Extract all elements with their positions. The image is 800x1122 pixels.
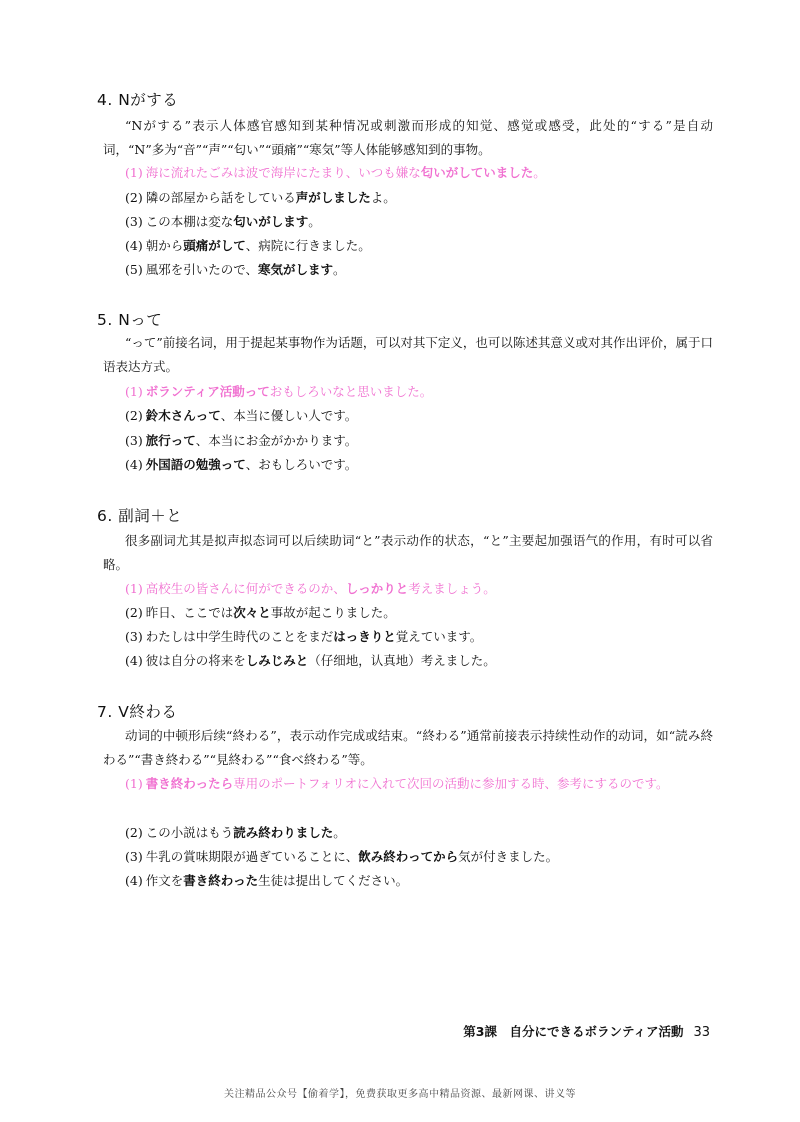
sentence-text: 。 (533, 165, 546, 180)
chapter-title: 第3課 自分にできるボランティア活動 (463, 1024, 684, 1039)
grammar-highlight: しっかりと (345, 581, 409, 596)
sentence-text: 、本当にお金がかかります。 (195, 433, 358, 448)
grammar-highlight: ボランティア活動って (145, 384, 270, 399)
example-sentence (125, 453, 715, 477)
sentence-text: 考えましょう。 (408, 581, 496, 596)
example-number: (2) (125, 605, 143, 620)
sentence-text: おもしろいなと思いました。 (269, 384, 433, 399)
sentence-text: 。 (308, 214, 321, 229)
example-number: (4) (125, 873, 143, 888)
sentence-text: 、おもしろいです。 (245, 457, 358, 472)
sentence-text: 。 (333, 825, 346, 840)
sentence-text: 牛乳の賞味期限が過ぎていることに、 (145, 849, 359, 864)
sentence-text: 、病院に行きました。 (245, 238, 371, 253)
example-number: (3) (125, 629, 143, 644)
sentence-text: この本棚は変な (145, 214, 234, 229)
example-number: (2) (125, 190, 143, 205)
grammar-highlight: 匂いがします (233, 214, 309, 229)
sentence-text: 、本当に優しい人です。 (220, 408, 358, 423)
grammar-highlight: 頭痛がして (183, 238, 246, 253)
grammar-highlight: 匂いがしていました (420, 165, 534, 180)
sentence-text: 風邪を引いたので、 (145, 262, 258, 277)
example-sentence (125, 186, 715, 210)
example-number: (3) (125, 214, 143, 229)
example-number: (1) (125, 776, 143, 791)
example-sentence (125, 210, 715, 234)
example-sentence (125, 845, 715, 869)
example-number: (1) (125, 384, 143, 399)
sentence-text: （仔细地，认真地）考えました。 (308, 653, 496, 668)
section-description: “って”前接名词，用于提起某事物作为话题，可以对其下定义，也可以陈述其意义或对其作出评价，属于口语表达方式。 (103, 335, 713, 374)
promo-note: 关注精品公众号【偷着学】，免费获取更多高中精品资源、最新网课、讲义等 (224, 1089, 576, 1100)
sentence-text: わたしは中学生時代のことをまだ (145, 629, 334, 644)
section-heading: 7. V終わる (97, 703, 178, 721)
grammar-highlight: 声がしました (295, 190, 371, 205)
example-number: (4) (125, 238, 143, 253)
sentence-text: よ。 (370, 190, 396, 205)
example-sentence (125, 772, 715, 796)
example-number: (2) (125, 408, 143, 423)
sentence-text: 気が付きました。 (458, 849, 559, 864)
example-number: (1) (125, 165, 143, 180)
grammar-highlight: 鈴木さんって (145, 408, 221, 423)
example-sentence (125, 625, 715, 649)
section-heading: 5. Nって (97, 311, 163, 329)
example-sentence (125, 161, 715, 185)
page-footer (463, 1022, 710, 1040)
example-sentence (125, 577, 715, 601)
sentence-text: 高校生の皆さんに何ができるのか、 (145, 581, 346, 596)
grammar-highlight: 読み終わりました (233, 825, 334, 840)
grammar-highlight: はっきりと (333, 629, 396, 644)
section-heading: 4. Nがする (97, 91, 179, 109)
sentence-text: 生徒は提出してください。 (258, 873, 409, 888)
example-number: (1) (125, 581, 143, 596)
grammar-highlight: 飲み終わってから (358, 849, 459, 864)
sentence-text: 作文を (145, 873, 184, 888)
example-sentence (125, 404, 715, 428)
grammar-highlight: 書き終わった (183, 873, 259, 888)
section-heading: 6. 副詞＋と (97, 507, 183, 525)
grammar-highlight: 次々と (233, 605, 271, 620)
example-number: (4) (125, 653, 143, 668)
section-description: “Nがする”表示人体感官感知到某种情况或刺激而形成的知觉、感觉或感受，此处的“する”是自动词，“N”多为“音”“声”“匂い”“頭痛”“寒気”等人体能够感知到的事物。 (103, 118, 713, 157)
sentence-text: 。 (333, 262, 346, 277)
example-sentence (125, 821, 715, 845)
sentence-text: 昨日、ここでは (145, 605, 234, 620)
example-sentence (125, 429, 715, 453)
example-sentence (125, 649, 715, 673)
example-number: (5) (125, 262, 143, 277)
sentence-text: 覚えています。 (395, 629, 483, 644)
sentence-text: 隣の部屋から話をしている (145, 190, 296, 205)
sentence-text: 事故が起こりました。 (270, 605, 396, 620)
example-sentence (125, 869, 715, 893)
sentence-text: この小説はもう (145, 825, 234, 840)
example-number: (3) (125, 433, 143, 448)
example-sentence (125, 601, 715, 625)
grammar-highlight: 書き終わったら (145, 776, 234, 791)
example-sentence (125, 380, 715, 404)
page-number: 33 (693, 1025, 710, 1040)
section-description: 很多副词尤其是拟声拟态词可以后续助词“と”表示动作的状态，“と”主要起加强语气的作用，有时可以省略。 (103, 533, 713, 572)
sentence-text: 彼は自分の将来を (145, 653, 246, 668)
example-number: (4) (125, 457, 143, 472)
example-number: (3) (125, 849, 143, 864)
example-sentence (125, 258, 715, 282)
example-number: (2) (125, 825, 143, 840)
example-sentence (125, 234, 715, 258)
grammar-highlight: 旅行って (145, 433, 196, 448)
section-description: 动词的中顿形后续“終わる”，表示动作完成或结束。“終わる”通常前接表示持续性动作的动词，如“読み終わる”“書き終わる”“見終わる”“食べ終わる”等。 (103, 728, 713, 767)
grammar-highlight: 寒気がします (257, 262, 333, 277)
sentence-text: 朝から (145, 238, 184, 253)
grammar-highlight: 外国語の勉強って (145, 457, 246, 472)
grammar-highlight: しみじみと (245, 653, 309, 668)
sentence-text: 専用のポートフォリオに入れて次回の活動に参加する時、参考にするのです。 (233, 776, 669, 791)
sentence-text: 海に流れたごみは波で海岸にたまり、いつも嫌な (145, 165, 421, 180)
